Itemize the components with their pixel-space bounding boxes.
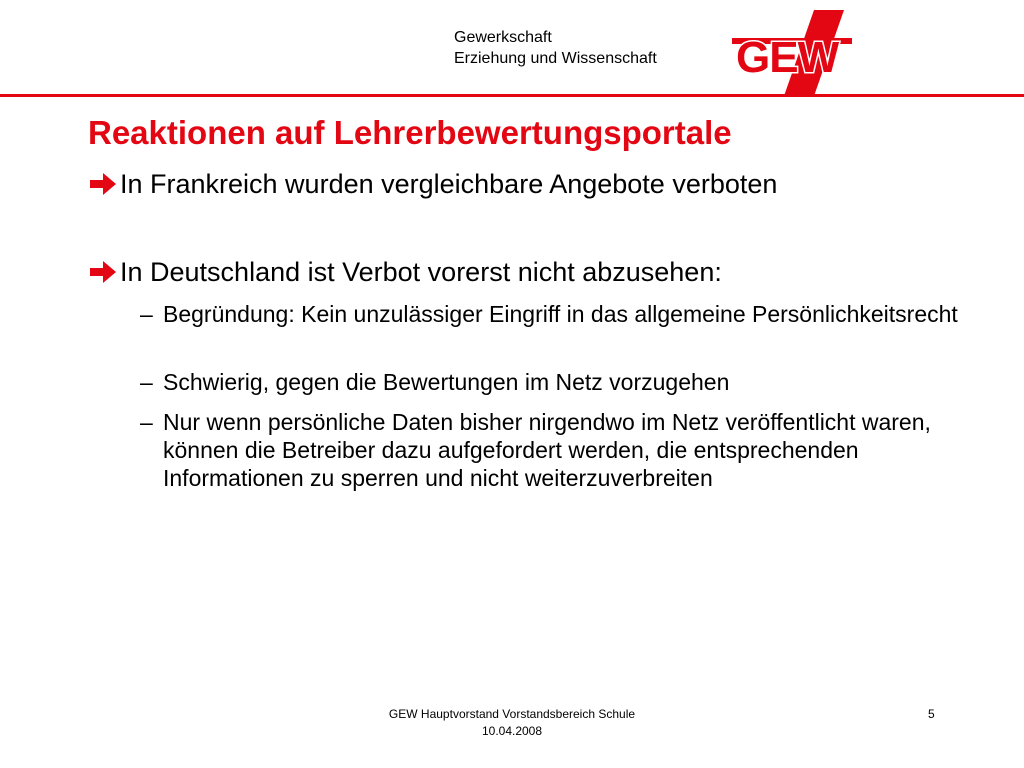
footer — [312, 706, 712, 740]
bullet-text: In Frankreich wurden vergleichbare Angebote verboten — [120, 169, 778, 199]
page-number: 5 — [928, 707, 935, 721]
sub-bullet-item — [140, 408, 963, 492]
footer-organization: GEW Hauptvorstand Vorstandsbereich Schule — [388, 707, 636, 721]
sub-bullet-item — [140, 368, 963, 396]
logo-wordmark: GEW — [736, 33, 839, 82]
sub-bullet-text: Nur wenn persönliche Daten bisher nirgendwo im Netz veröffentlicht waren, können die Betreiber dazu aufgefordert werden, die entsprechenden Informationen zu sperren und nicht weiterzuverbreiten — [163, 409, 931, 491]
bullet-item — [88, 256, 940, 288]
right-arrow-icon — [88, 259, 118, 285]
slide-title: Reaktionen auf Lehrerbewertungsportale — [88, 114, 732, 151]
sub-bullet-text: Begründung: Kein unzulässiger Eingriff in das allgemeine Persönlichkeitsrecht — [163, 301, 958, 327]
sub-bullet-item — [140, 300, 963, 328]
dash-marker: – — [140, 369, 153, 395]
dash-marker: – — [140, 409, 153, 435]
dash-marker: – — [140, 301, 153, 327]
org-name-line2: Erziehung und Wissenschaft — [454, 50, 657, 67]
header-divider — [0, 94, 1024, 97]
bullet-text: In Deutschland ist Verbot vorerst nicht abzusehen: — [120, 257, 722, 287]
right-arrow-icon — [88, 171, 118, 197]
footer-date: 10.04.2008 — [481, 724, 543, 738]
org-name-line1: Gewerkschaft — [454, 29, 552, 46]
bullet-item — [88, 168, 940, 200]
sub-bullet-text: Schwierig, gegen die Bewertungen im Netz vorzugehen — [163, 369, 730, 395]
gew-logo — [732, 10, 852, 96]
